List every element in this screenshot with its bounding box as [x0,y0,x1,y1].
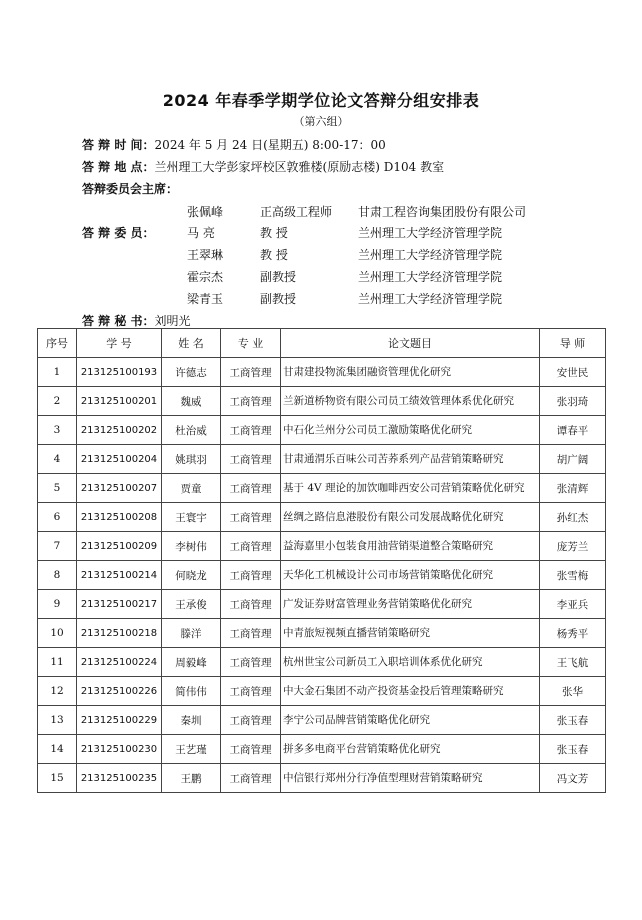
member-org: 兰州理工大学经济管理学院 [358,270,503,284]
student-id: 213125100229 [77,706,162,735]
header-topic: 论文题目 [281,329,540,358]
student-name: 李树伟 [162,532,221,561]
student-name: 简伟伟 [162,677,221,706]
row-no: 7 [38,532,77,561]
student-id: 213125100209 [77,532,162,561]
student-name: 姚琪羽 [162,445,221,474]
table-row [38,358,606,387]
advisor: 谭春平 [540,416,606,445]
major: 工商管理 [221,387,281,416]
row-no: 10 [38,619,77,648]
table-row [38,445,606,474]
advisor: 杨秀平 [540,619,606,648]
thesis-topic: 兰新道桥物资有限公司员工绩效管理体系优化研究 [281,387,540,416]
row-no: 11 [38,648,77,677]
student-name: 何晓龙 [162,561,221,590]
row-no: 14 [38,735,77,764]
group-subtitle: （第六组） [293,115,349,128]
student-id: 213125100230 [77,735,162,764]
thesis-topic: 中青旅短视频直播营销策略研究 [281,619,540,648]
advisor: 庞芳兰 [540,532,606,561]
row-no: 2 [38,387,77,416]
row-no: 3 [38,416,77,445]
student-id: 213125100201 [77,387,162,416]
thesis-topic: 中信银行郑州分行净值型理财营销策略研究 [281,764,540,793]
table-row [38,706,606,735]
major: 工商管理 [221,706,281,735]
table-row [38,474,606,503]
table-row [38,735,606,764]
student-id: 213125100204 [77,445,162,474]
student-name: 王鹏 [162,764,221,793]
thesis-topic: 中大金石集团不动产投资基金投后管理策略研究 [281,677,540,706]
student-name: 秦圳 [162,706,221,735]
advisor: 张玉春 [540,706,606,735]
row-no: 6 [38,503,77,532]
thesis-topic: 益海嘉里小包装食用油营销渠道整合策略研究 [281,532,540,561]
committee-chair-row [82,180,178,197]
page-title: 2024 年春季学期学位论文答辩分组安排表 [162,91,480,110]
member-entry [0,246,642,262]
thesis-topic: 天华化工机械设计公司市场营销策略优化研究 [281,561,540,590]
major: 工商管理 [221,358,281,387]
thesis-topic: 中石化兰州分公司员工激励策略优化研究 [281,416,540,445]
major: 工商管理 [221,764,281,793]
member-name: 梁青玉 [187,292,224,306]
row-no: 8 [38,561,77,590]
table-header-row [38,329,606,358]
member-title: 教 授 [260,226,288,240]
defense-time-row [82,136,386,153]
member-title: 副教授 [260,270,297,284]
table-row [38,648,606,677]
header-student-id: 学 号 [77,329,162,358]
thesis-topic: 甘肃通渭乐百味公司苦荞系列产品营销策略研究 [281,445,540,474]
table-row [38,590,606,619]
student-name: 杜治威 [162,416,221,445]
row-no: 1 [38,358,77,387]
advisor: 张华 [540,677,606,706]
member-entry [0,290,642,306]
defense-place-label: 答 辩 地 点： [82,160,155,174]
major: 工商管理 [221,503,281,532]
major: 工商管理 [221,561,281,590]
secretary-name: 刘明光 [154,314,191,328]
student-name: 王承俊 [162,590,221,619]
student-name: 魏威 [162,387,221,416]
row-no: 12 [38,677,77,706]
row-no: 5 [38,474,77,503]
member-name: 马 亮 [187,226,215,240]
chair-org: 甘肃工程咨询集团股份有限公司 [358,205,527,219]
major: 工商管理 [221,532,281,561]
thesis-topic: 丝绸之路信息港股份有限公司发展战略优化研究 [281,503,540,532]
table-row [38,532,606,561]
student-id: 213125100208 [77,503,162,532]
student-name: 滕洋 [162,619,221,648]
table-row [38,561,606,590]
row-no: 4 [38,445,77,474]
defense-time-label: 答 辩 时 间： [82,138,155,152]
student-id: 213125100224 [77,648,162,677]
student-id: 213125100226 [77,677,162,706]
student-name: 许德志 [162,358,221,387]
member-entry [0,268,642,284]
advisor: 张清辉 [540,474,606,503]
student-name: 周毅峰 [162,648,221,677]
row-no: 15 [38,764,77,793]
table-row [38,503,606,532]
member-title: 教 授 [260,248,288,262]
major: 工商管理 [221,648,281,677]
member-title: 副教授 [260,292,297,306]
advisor: 张雪梅 [540,561,606,590]
thesis-topic: 基于 4V 理论的加饮咖啡西安公司营销策略优化研究 [281,474,540,503]
table-row [38,416,606,445]
member-org: 兰州理工大学经济管理学院 [358,226,503,240]
member-name: 王翠琳 [187,248,224,262]
header-name: 姓 名 [162,329,221,358]
advisor: 孙红杰 [540,503,606,532]
thesis-topic: 甘肃建投物流集团融资管理优化研究 [281,358,540,387]
table-row [38,764,606,793]
student-name: 贾童 [162,474,221,503]
secretary-row [82,312,191,329]
student-id: 213125100207 [77,474,162,503]
advisor: 冯文芳 [540,764,606,793]
header-major: 专 业 [221,329,281,358]
header-advisor: 导 师 [540,329,606,358]
advisor: 安世民 [540,358,606,387]
member-name: 霍宗杰 [187,270,224,284]
thesis-topic: 拼多多电商平台营销策略优化研究 [281,735,540,764]
defense-schedule-table [37,328,606,793]
student-id: 213125100202 [77,416,162,445]
student-id: 213125100214 [77,561,162,590]
advisor: 李亚兵 [540,590,606,619]
major: 工商管理 [221,677,281,706]
major: 工商管理 [221,445,281,474]
advisor: 张玉春 [540,735,606,764]
student-id: 213125100235 [77,764,162,793]
row-no: 13 [38,706,77,735]
committee-members-label: 答 辩 委 员： [82,226,155,240]
row-no: 9 [38,590,77,619]
defense-time-value: 2024 年 5 月 24 日(星期五) 8:00-17：00 [154,138,386,152]
defense-place-row [82,158,444,175]
student-id: 213125100193 [77,358,162,387]
table-row [38,677,606,706]
thesis-topic: 杭州世宝公司新员工入职培训体系优化研究 [281,648,540,677]
member-entry [0,224,642,240]
student-id: 213125100217 [77,590,162,619]
student-name: 王艺瑾 [162,735,221,764]
header-no: 序号 [38,329,77,358]
chair-entry [0,203,642,219]
advisor: 王飞航 [540,648,606,677]
secretary-label: 答 辩 秘 书： [82,314,155,328]
thesis-topic: 广发证券财富管理业务营销策略优化研究 [281,590,540,619]
chair-title: 正高级工程师 [260,205,333,219]
advisor: 张羽琦 [540,387,606,416]
major: 工商管理 [221,416,281,445]
advisor: 胡广阔 [540,445,606,474]
student-id: 213125100218 [77,619,162,648]
chair-name: 张佩峰 [187,205,224,219]
thesis-topic: 李宁公司品牌营销策略优化研究 [281,706,540,735]
table-row [38,387,606,416]
major: 工商管理 [221,735,281,764]
committee-chair-label: 答辩委员会主席： [82,182,179,196]
table-row [38,619,606,648]
major: 工商管理 [221,474,281,503]
major: 工商管理 [221,619,281,648]
student-name: 王寰宇 [162,503,221,532]
major: 工商管理 [221,590,281,619]
member-org: 兰州理工大学经济管理学院 [358,292,503,306]
member-org: 兰州理工大学经济管理学院 [358,248,503,262]
defense-place-value: 兰州理工大学彭家坪校区敦雅楼(原励志楼) D104 教室 [154,160,445,174]
